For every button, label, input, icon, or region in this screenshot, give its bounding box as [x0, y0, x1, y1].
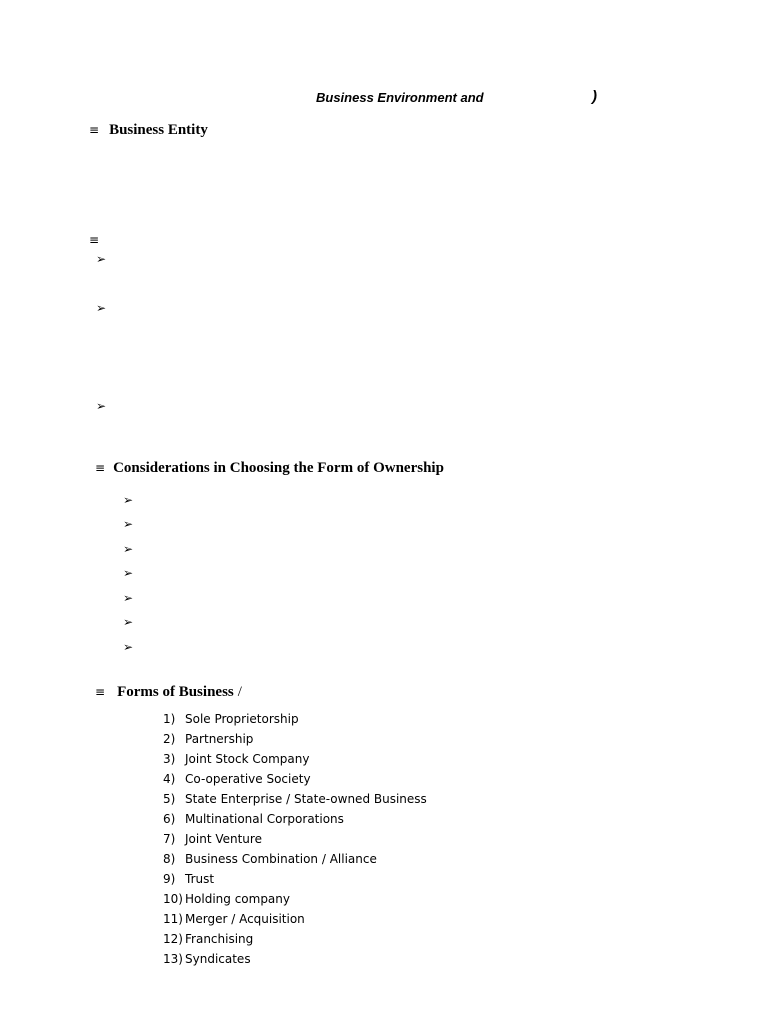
heading-marker-icon: ≡ [95, 461, 106, 475]
list-item [163, 769, 427, 789]
list-item-label: Syndicates [185, 952, 251, 966]
list-item-number: 7) [163, 832, 176, 846]
bullet-arrow-icon: ➢ [123, 517, 134, 531]
list-item [163, 829, 427, 849]
list-item-number: 1) [163, 712, 176, 726]
bullet-arrow-icon: ➢ [123, 493, 134, 507]
list-item-number: 12) [163, 932, 183, 946]
list-item-number: 13) [163, 952, 183, 966]
list-item-number: 5) [163, 792, 176, 806]
heading-business-entity [89, 121, 208, 139]
list-item-number: 3) [163, 752, 176, 766]
list-item-label: Merger / Acquisition [185, 912, 305, 926]
list-item-label: Joint Venture [185, 832, 262, 846]
document-header-paren: ) [592, 88, 597, 105]
heading-marker-icon: ≡ [95, 685, 106, 699]
list-item [163, 809, 427, 829]
bullet-arrow-icon: ➢ [123, 615, 134, 629]
list-item-label: Business Combination / Alliance [185, 852, 377, 866]
list-item [163, 889, 427, 909]
list-item-number: 4) [163, 772, 176, 786]
list-item-label: Holding company [185, 892, 290, 906]
list-item-number: 2) [163, 732, 176, 746]
list-item-label: Franchising [185, 932, 254, 946]
list-item [163, 869, 427, 889]
bullet-arrow-icon: ➢ [123, 591, 134, 605]
bullet-arrow-icon: ➢ [123, 640, 134, 654]
list-item [163, 789, 427, 809]
list-item [163, 849, 427, 869]
list-item-number: 6) [163, 812, 176, 826]
list-item-label: Partnership [185, 732, 254, 746]
forms-of-business-list [163, 709, 427, 969]
list-item-label: Multinational Corporations [185, 812, 344, 826]
list-item-number: 9) [163, 872, 176, 886]
list-item-number: 8) [163, 852, 176, 866]
list-item [163, 749, 427, 769]
list-item-label: Joint Stock Company [185, 752, 310, 766]
heading-forms-suffix: / [237, 684, 242, 700]
bullet-arrow-icon: ➢ [96, 399, 107, 413]
list-item-number: 10) [163, 892, 183, 906]
list-item-label: Sole Proprietorship [185, 712, 299, 726]
list-item-label: Co-operative Society [185, 772, 311, 786]
bullet-arrow-icon: ➢ [123, 566, 134, 580]
document-header-title: Business Environment and [316, 90, 484, 105]
bullet-arrow-icon: ➢ [96, 252, 107, 266]
bullet-arrow-icon: ➢ [96, 301, 107, 315]
list-item [163, 949, 427, 969]
list-item [163, 929, 427, 949]
heading-forms-title: Forms of Business [117, 684, 234, 700]
list-item-label: State Enterprise / State-owned Business [185, 792, 427, 806]
list-item [163, 909, 427, 929]
list-item [163, 729, 427, 749]
heading-marker-icon: ≡ [89, 233, 100, 247]
list-item-label: Trust [185, 872, 215, 886]
heading-considerations-title: Considerations in Choosing the Form of Ownership [113, 460, 444, 476]
list-item-number: 11) [163, 912, 183, 926]
heading-considerations [95, 459, 444, 477]
heading-forms-of-business [95, 683, 242, 701]
heading-business-entity-title: Business Entity [109, 122, 208, 138]
bullet-arrow-icon: ➢ [123, 542, 134, 556]
list-item [163, 709, 427, 729]
heading-marker-icon: ≡ [89, 123, 100, 137]
